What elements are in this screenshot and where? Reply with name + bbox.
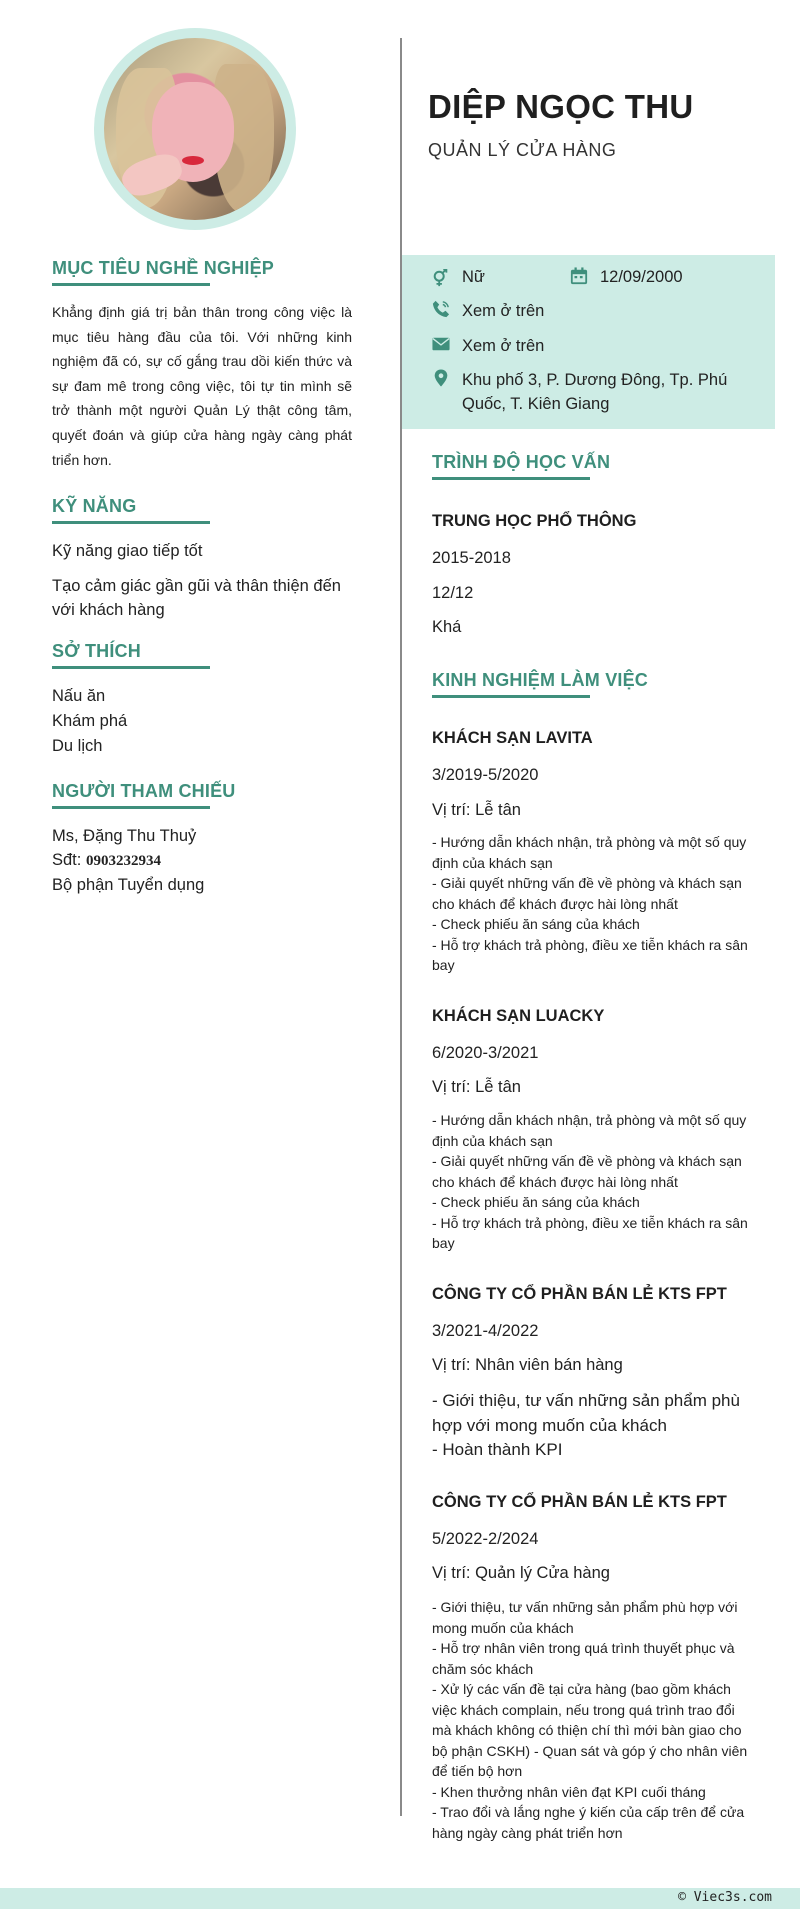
job-company: CÔNG TY CỔ PHẦN BÁN LẺ KTS FPT [432, 1493, 727, 1511]
job-company: CÔNG TY CỔ PHẦN BÁN LẺ KTS FPT [432, 1285, 727, 1303]
address-value: Khu phố 3, P. Dương Đông, Tp. Phú Quốc, T. Kiên Giang [462, 371, 728, 413]
job-company: KHÁCH SẠN LAVITA [432, 729, 593, 747]
section-underline [52, 666, 210, 669]
education-grade: 12/12 [432, 584, 474, 602]
job-duty-item: - Xử lý các vấn đề tại cửa hàng (bao gồm khách việc khách complain, nếu trong quá trình trao đổi mà khách không có thiện chí thì mới bàn giao cho bộ phận CSKH) - Quan sát và góp ý cho nhân viên để tiến bộ hơn [432, 1681, 748, 1779]
job-duty-item: - Hoàn thành KPI [432, 1440, 563, 1459]
reference-phone-label: Sđt: [52, 851, 86, 869]
job-duty-item: - Giải quyết những vấn đề về phòng và khách sạn cho khách để khách được hài lòng nhất [432, 875, 742, 912]
job-duty-item: - Hỗ trợ khách trả phòng, điều xe tiễn khách ra sân bay [432, 1214, 748, 1251]
job-period: 3/2019-5/2020 [432, 766, 539, 784]
section-underline [52, 521, 210, 524]
job-duty-item: - Giới thiệu, tư vấn những sản phẩm phù hợp với mong muốn của khách [432, 1391, 740, 1435]
job-duty-item: - Hướng dẫn khách nhận, trả phòng và một số quy định của khách sạn [432, 1112, 747, 1149]
contact-panel [402, 255, 775, 429]
job-duty-item: - Trao đổi và lắng nghe ý kiến của cấp trên để cửa hàng ngày càng phát triển hơn [432, 1804, 745, 1841]
reference-name: Ms, Đặng Thu Thuỷ [52, 827, 197, 845]
birthdate-value: 12/09/2000 [600, 268, 683, 286]
education-rank: Khá [432, 618, 462, 636]
job-period: 6/2020-3/2021 [432, 1044, 539, 1062]
reference-phone [52, 848, 161, 873]
location-pin-icon [432, 369, 450, 387]
avatar-ring [94, 28, 296, 230]
section-underline [52, 283, 210, 286]
hobby-item: Khám phá [52, 712, 128, 730]
job-role: Vị trí: Quản lý Cửa hàng [432, 1564, 610, 1582]
gender-value: Nữ [462, 268, 485, 286]
reference-title: NGƯỜI THAM CHIẾU [52, 781, 236, 801]
section-underline [432, 695, 590, 698]
job-duty-item: - Check phiếu ăn sáng của khách [432, 1194, 640, 1210]
objective-text: Khẳng định giá trị bản thân trong công việc là mục tiêu hàng đầu của tôi. Với những kinh nghiệm đã có, sự cố gắng trau dồi kiến thức và sự đam mê trong công việc, tôi tự tin mình sẽ trở thành một người Quản Lý thật công tâm, quyết đoán và giúp cửa hàng ngày càng phát triển hơn. [52, 304, 352, 468]
hobby-item: Du lịch [52, 737, 103, 755]
footer-bar [0, 1888, 800, 1909]
hobby-item: Nấu ăn [52, 687, 106, 705]
avatar [104, 38, 286, 220]
copyright-text: © Viec3s.com [678, 1890, 772, 1905]
education-years: 2015-2018 [432, 549, 511, 567]
job-period: 3/2021-4/2022 [432, 1322, 539, 1340]
education-school: TRUNG HỌC PHỔ THÔNG [432, 512, 637, 530]
job-duties [432, 832, 752, 976]
skills-title: KỸ NĂNG [52, 496, 137, 516]
job-role: Vị trí: Nhân viên bán hàng [432, 1356, 623, 1374]
section-underline [52, 806, 210, 809]
candidate-name: DIỆP NGỌC THU [428, 88, 694, 125]
gender-icon [432, 269, 450, 287]
candidate-position: QUẢN LÝ CỬA HÀNG [428, 140, 617, 160]
job-duty-item: - Hướng dẫn khách nhận, trả phòng và một số quy định của khách sạn [432, 834, 747, 871]
objective-title: MỤC TIÊU NGHỀ NGHIỆP [52, 258, 275, 278]
job-duty-item: - Khen thưởng nhân viên đạt KPI cuối tháng [432, 1783, 706, 1800]
job-duties [432, 1597, 752, 1843]
hobbies-title: SỞ THÍCH [52, 641, 141, 661]
job-duties [432, 1389, 762, 1463]
email-icon [432, 335, 450, 353]
job-duties [432, 1110, 752, 1254]
reference-phone-number: 0903232934 [85, 853, 161, 869]
job-duty-item: - Hỗ trợ khách trả phòng, điều xe tiễn khách ra sân bay [432, 936, 748, 973]
job-role: Vị trí: Lễ tân [432, 801, 521, 819]
job-role: Vị trí: Lễ tân [432, 1078, 521, 1096]
calendar-icon [570, 267, 588, 285]
job-duty-item: - Hỗ trợ nhân viên trong quá trình thuyết phục và chăm sóc khách [432, 1640, 735, 1677]
section-underline [432, 477, 590, 480]
job-period: 5/2022-2/2024 [432, 1530, 539, 1548]
phone-icon [432, 300, 450, 318]
skill-item: Kỹ năng giao tiếp tốt [52, 542, 203, 560]
job-duty-item: - Giới thiệu, tư vấn những sản phẩm phù hợp với mong muốn của khách [432, 1599, 738, 1636]
email-value: Xem ở trên [462, 337, 545, 355]
experience-title: KINH NGHIỆM LÀM VIỆC [432, 670, 649, 690]
education-title: TRÌNH ĐỘ HỌC VẤN [432, 452, 611, 472]
phone-value: Xem ở trên [462, 302, 545, 320]
job-duty-item: - Giải quyết những vấn đề về phòng và khách sạn cho khách để khách được hài lòng nhất [432, 1153, 742, 1190]
reference-department: Bộ phận Tuyển dụng [52, 876, 205, 894]
skill-item: Tạo cảm giác gần gũi và thân thiện đến với khách hàng [52, 577, 341, 619]
job-duty-item: - Check phiếu ăn sáng của khách [432, 916, 640, 932]
job-company: KHÁCH SẠN LUACKY [432, 1007, 605, 1025]
